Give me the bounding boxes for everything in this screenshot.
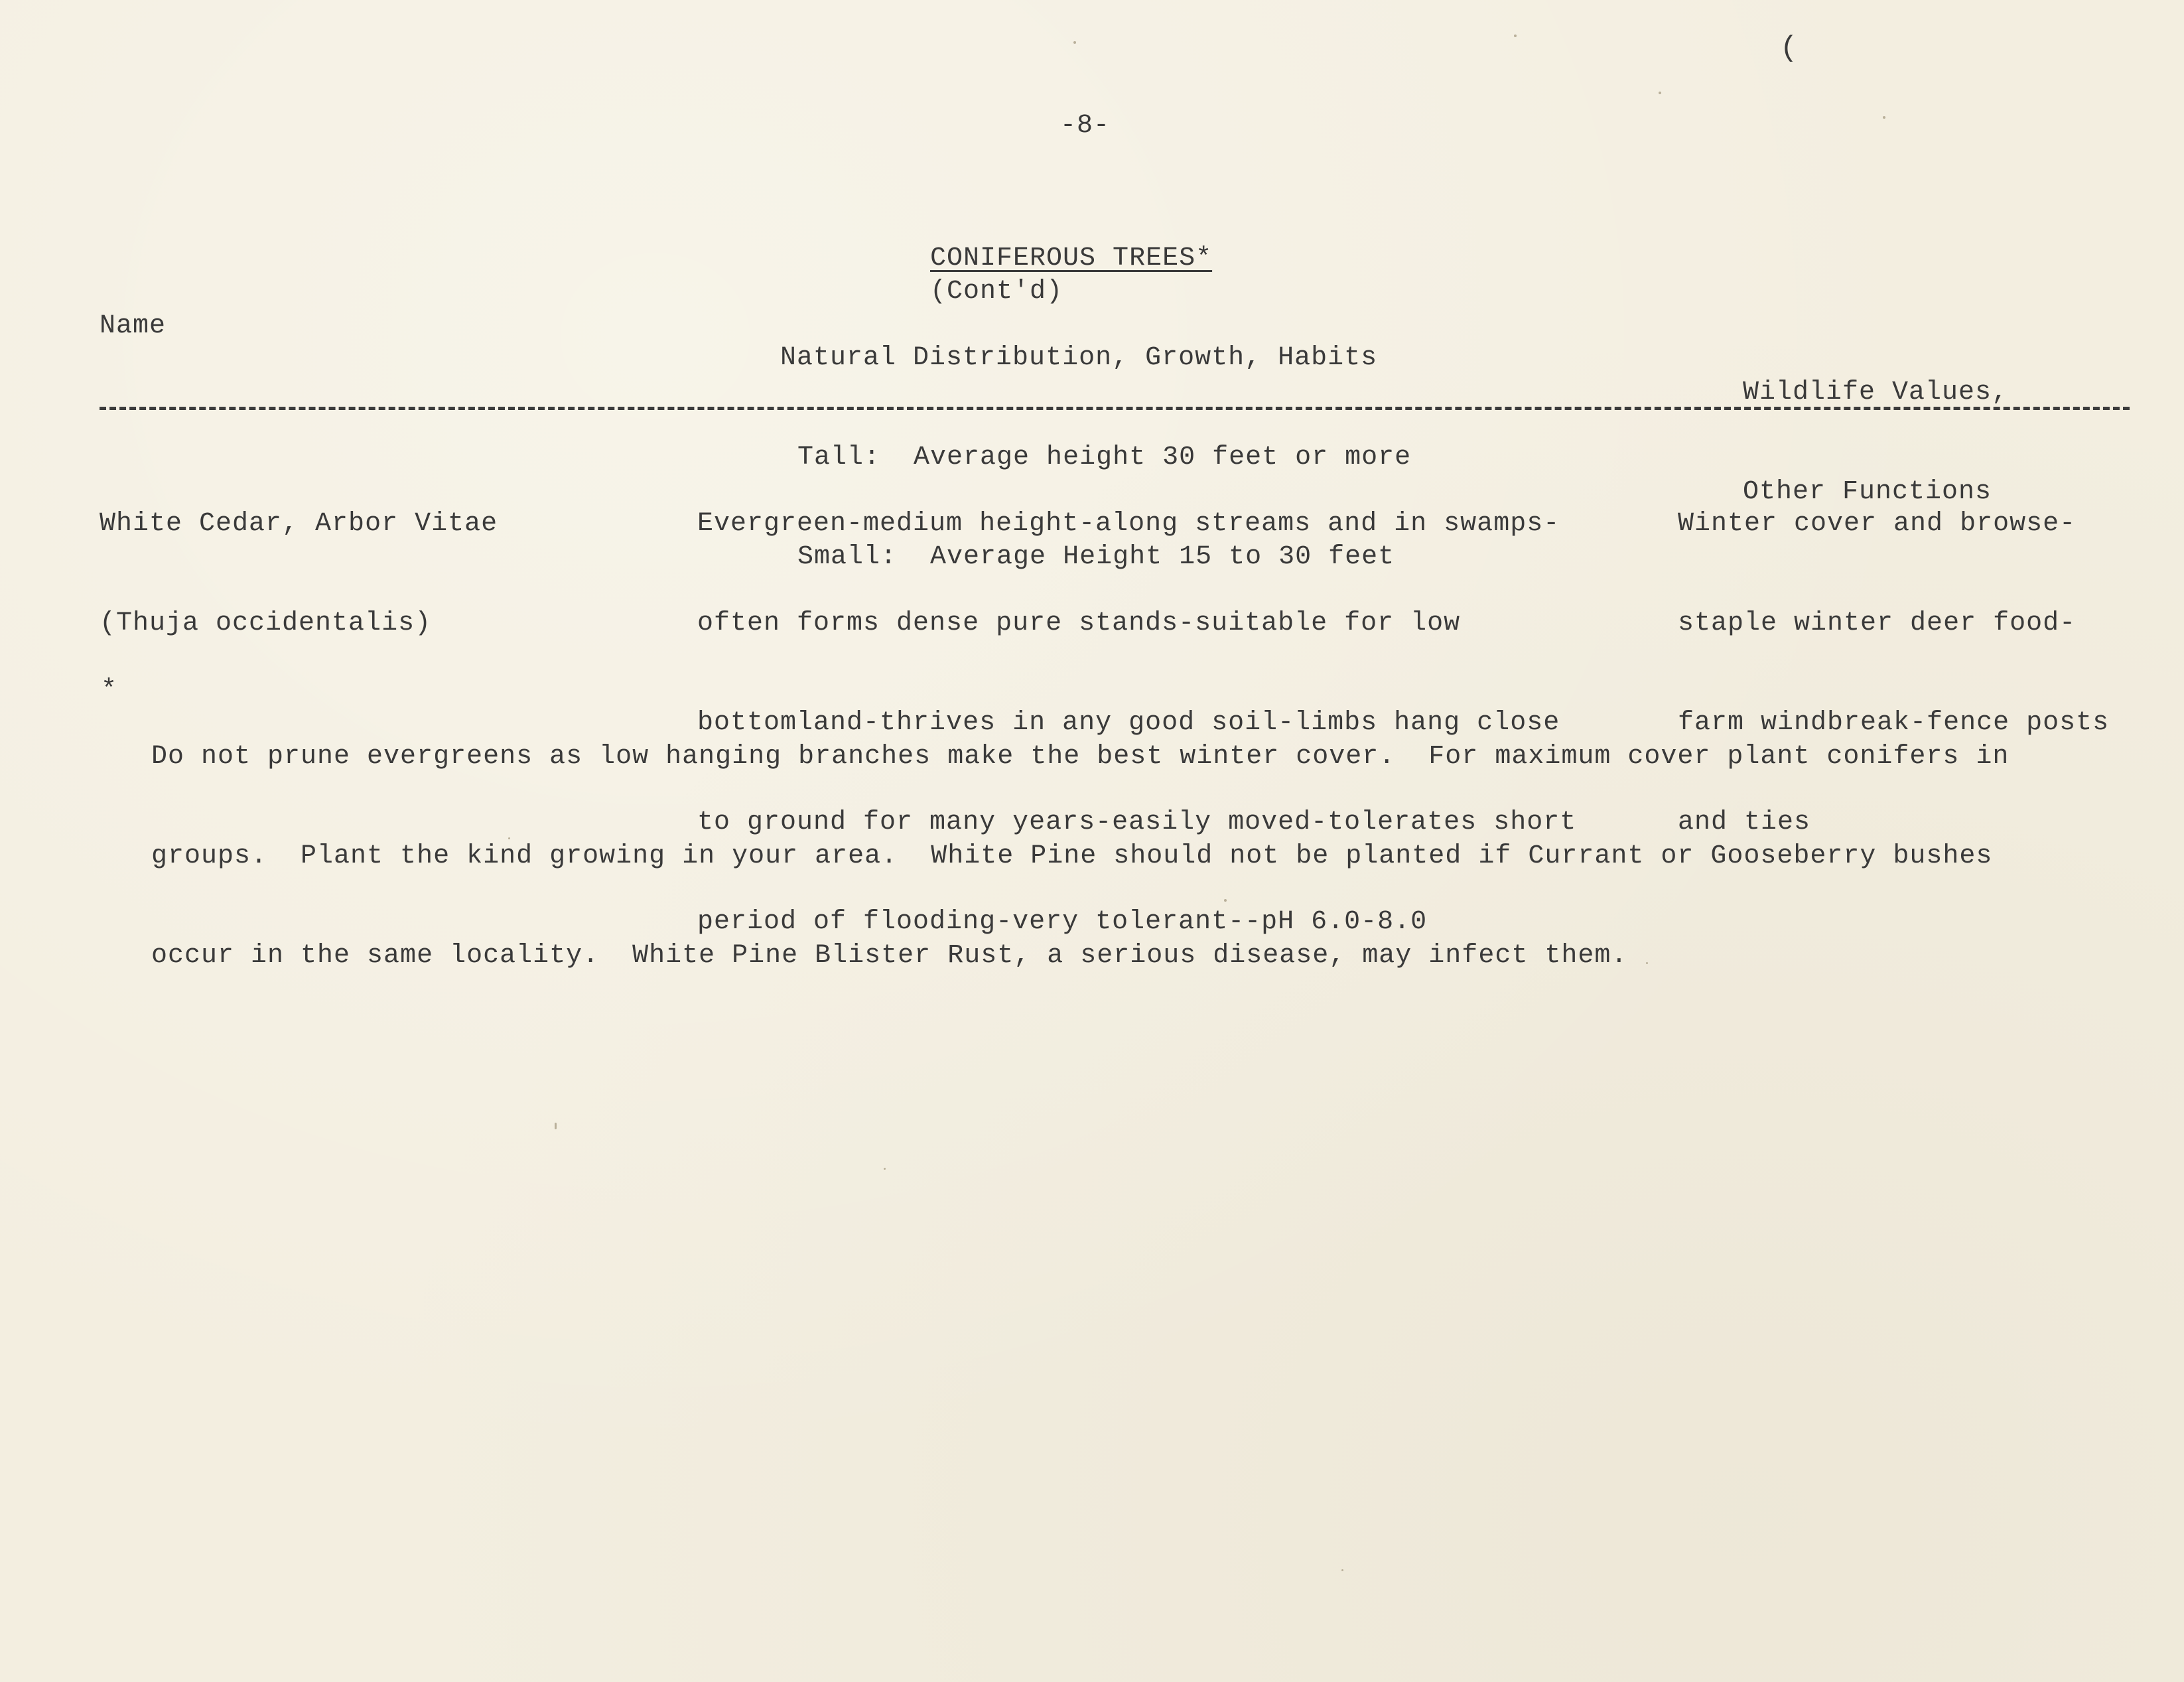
paper-speck — [1224, 899, 1227, 902]
paper-speck — [1659, 92, 1661, 94]
paper-speck — [555, 1123, 557, 1129]
row-distribution-line: bottomland-thrives in any good soil-limbs hang close — [697, 708, 1560, 738]
row-wildlife-line: Winter cover and browse- — [1678, 509, 2077, 539]
row-wildlife-line: staple winter deer food- — [1678, 608, 2077, 638]
page-number: -8- — [1060, 111, 1111, 141]
footnote-line: groups. Plant the kind growing in your area. White Pine should not be planted if Currant or Gooseberry bushes — [151, 841, 1993, 871]
row-wildlife-line: farm windbreak-fence posts — [1678, 708, 2110, 738]
paper-speck — [1341, 1569, 1343, 1571]
footnote-text — [151, 674, 2009, 1039]
footnote-marker: * — [101, 675, 118, 705]
paper-speck — [1514, 35, 1517, 37]
paper-speck — [1073, 41, 1076, 44]
paper-speck — [1646, 962, 1648, 964]
row-name-line: (Thuja occidentalis) — [100, 608, 432, 638]
row-distribution-line: often forms dense pure stands-suitable for low — [697, 608, 1461, 638]
row-distribution-line: Evergreen-medium height-along streams and in swamps- — [697, 509, 1560, 539]
paper-speck — [1883, 116, 1885, 119]
row-distribution-line: to ground for many years-easily moved-tolerates short — [697, 807, 1577, 837]
footnote-line: Do not prune evergreens as low hanging branches make the best winter cover. For maximum cover plant conifers in — [151, 742, 2010, 772]
heading-title: CONIFEROUS TREES* — [930, 244, 1213, 273]
paper-speck — [884, 1168, 886, 1170]
footnote-line: occur in the same locality. White Pine Blister Rust, a serious disease, may infect them. — [151, 941, 1628, 971]
distribution-header-line: Natural Distribution, Growth, Habits — [780, 343, 1378, 373]
distribution-header-line: Small: Average Height 15 to 30 feet — [797, 542, 1395, 572]
row-name-cell — [100, 441, 498, 707]
margin-mark: ( — [1780, 32, 1799, 65]
wildlife-header-line: Other Functions — [1743, 477, 1992, 507]
paper-speck — [508, 837, 510, 839]
row-distribution-line: period of flooding-very tolerant--pH 6.0-8.0 — [697, 907, 1428, 937]
header-divider — [100, 407, 2130, 410]
heading-suffix: (Cont'd) — [930, 277, 1063, 307]
row-wildlife-line: and ties — [1678, 807, 1811, 837]
column-header-name: Name — [100, 311, 167, 341]
row-name-line: White Cedar, Arbor Vitae — [100, 509, 498, 539]
wildlife-header-line: Wildlife Values, — [1743, 378, 2009, 407]
distribution-header-line: Tall: Average height 30 feet or more — [797, 443, 1412, 472]
